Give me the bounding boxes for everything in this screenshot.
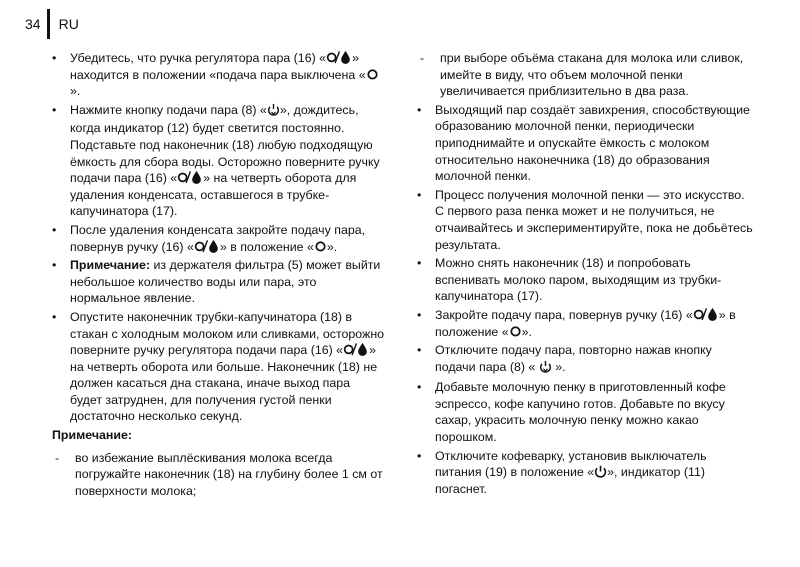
bullet-marker: • [417,448,422,463]
list-item: • Опустите наконечник трубки-капучинатора (18) в стакан с холодным молоком или сливками, осторожно поверните ручку регулятора подачи пара (16) « » на четверть оборота или больше. Наконечник (18) не должен касаться дна стакана, иначе выход пара будет затруднен, для получения густой пенки достаточно несколько секунд. [52,309,385,424]
steam-off-icon [366,67,379,81]
bullet-marker: • [417,102,422,117]
bullet-marker: • [52,51,57,65]
note-heading: Примечание: [52,428,133,443]
list-item: • Отключите подачу пара, повторно нажав кнопку подачи пара (8) « ». [415,342,755,377]
page-number: 34 [25,16,41,32]
bullet-marker: • [417,343,422,358]
left-column [50,50,385,501]
page-header [25,9,79,39]
power-icon [594,465,607,478]
steam-dial-icon [343,342,369,356]
list-item: • Процесс получения молочной пенки — это искусство. С первого раза пенка может и не получиться, не отчаивайтесь и экспериментируйте, пока не добьётесь результата. [417,187,753,252]
steam-dial-icon [326,50,352,64]
steam-dial-icon [194,239,220,253]
language-label: RU [58,16,79,32]
list-item: • Убедитесь, что ручка регулятора пара (16) « » находится в положении «подача пара выключена « ». [50,50,385,100]
dash-marker: - [420,51,425,65]
dash-marker: - [55,450,60,465]
list-item: • Можно снять наконечник (18) и попробовать вспенивать молоко паром, выходящим из трубки-капучинатора (17). [417,256,722,304]
list-item: • Примечание: из держателя фильтра (5) может выйти небольшое количество воды или пара, это нормальное явление. [52,258,381,306]
list-item: • Закройте подачу пара, повернув ручку (16) « » в положение « ». [417,307,736,339]
bullet-marker: • [52,102,57,117]
bullet-marker: • [417,187,422,202]
dash-item: - во избежание выплёскивания молока всегда погружайте наконечник (18) на глубину более 1 см от поверхности молока; [55,450,383,498]
list-item: • Нажмите кнопку подачи пара (8) « », дождитесь, когда индикатор (12) будет светится постоянно. Подставьте под наконечник (18) любую подходящую ёмкость для сбора воды. Осторожно поверните ручку подачи пара (16) « » на четверть оборота для удаления конденсата, оставшегося в трубке-капучинатора (17). [52,102,380,219]
steam-off-icon [314,239,327,253]
bullet-marker: • [417,380,422,395]
header-divider [47,9,50,39]
steam-button-icon [539,360,552,378]
bullet-marker: • [52,309,57,324]
list-item: • Добавьте молочную пенку в приготовленный кофе эспрессо, кофе капучино готов. Добавьте по вкусу сахар, украсить молочную пенку можно какао порошком. [417,380,726,445]
dash-item: - при выборе объёма стакана для молока или сливок, имейте в виду, что объем молочной пенки увеличивается приблизительно в два раза. [420,51,744,99]
list-item: • Выходящий пар создаёт завихрения, способствующие образованию молочной пенки, периодически приподнимайте и опускайте ёмкость с молоком относительно наконечника (18) до образования молочной пенки. [417,102,750,184]
note-label: Примечание: [70,258,151,273]
steam-dial-icon [177,170,203,184]
steam-off-icon [509,324,522,338]
steam-button-icon [267,103,280,121]
steam-dial-icon [693,307,719,321]
bullet-marker: • [52,222,57,237]
right-column [415,50,755,499]
bullet-marker: • [417,307,422,322]
list-item: • После удаления конденсата закройте подачу пара, повернув ручку (16) « » в положение « ». [52,222,366,254]
bullet-marker: • [52,258,57,273]
list-item: • Отключите кофеварку, установив выключатель питания (19) в положение « », индикатор (11) погаснет. [417,448,707,496]
bullet-marker: • [417,256,422,271]
